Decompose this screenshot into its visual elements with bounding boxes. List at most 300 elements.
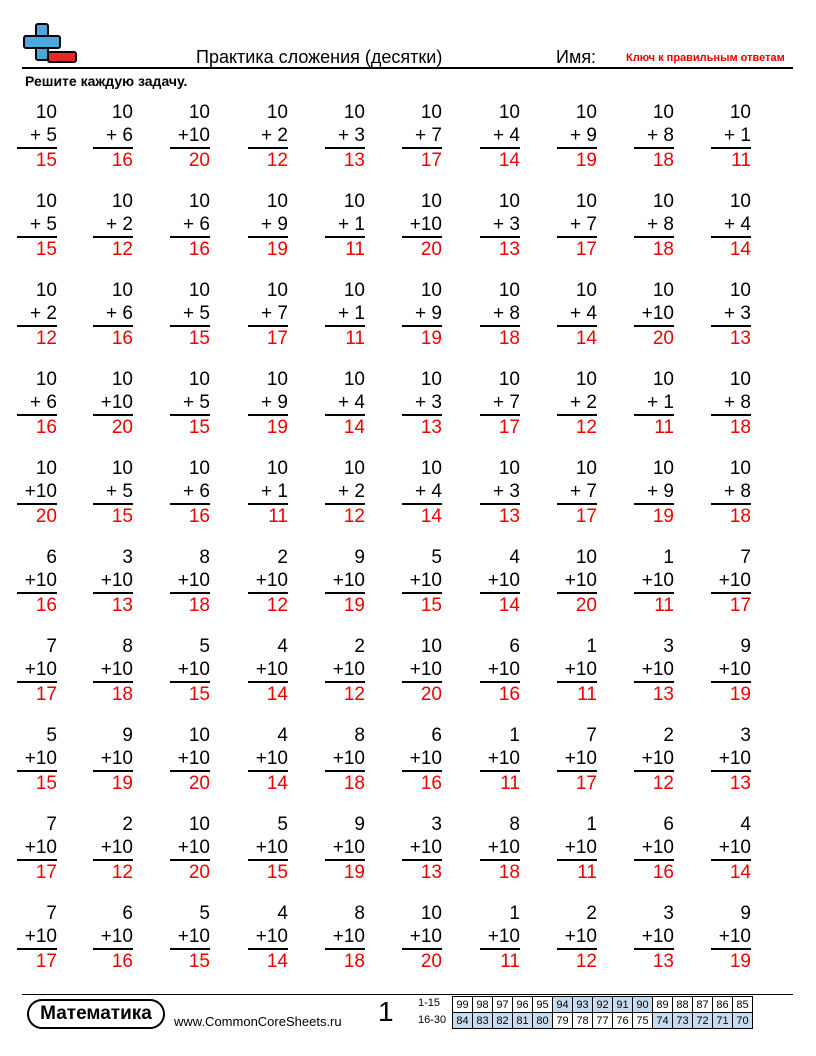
score-cell: 88	[673, 997, 693, 1013]
problem	[557, 902, 597, 973]
score-row	[453, 997, 753, 1013]
problem	[93, 813, 133, 884]
addend-top: 10	[35, 369, 57, 390]
addend-bottom: +10	[24, 659, 57, 680]
addend-top: 10	[420, 191, 442, 212]
addend-bottom: + 4	[338, 392, 365, 413]
instructions: Решите каждую задачу.	[25, 73, 188, 89]
problem	[93, 902, 133, 973]
addend-bottom: + 8	[647, 125, 674, 146]
problem	[557, 724, 597, 795]
answer: 15	[188, 683, 210, 705]
problem	[634, 101, 674, 172]
addend-bottom: + 4	[415, 481, 442, 502]
score-cell: 80	[533, 1013, 553, 1029]
addend-top: 5	[199, 636, 210, 657]
problem	[557, 368, 597, 439]
addend-bottom: +10	[641, 926, 674, 947]
problem	[711, 724, 751, 795]
addend-top: 1	[509, 903, 520, 924]
addend-top: 10	[343, 191, 365, 212]
addend-top: 8	[354, 725, 365, 746]
answer: 18	[111, 683, 133, 705]
addend-top: 10	[35, 280, 57, 301]
addend-top: 10	[652, 458, 674, 479]
problem	[248, 546, 288, 617]
answer: 12	[343, 683, 365, 705]
addend-top: 10	[729, 191, 751, 212]
addend-top: 4	[277, 903, 288, 924]
addend-bottom: + 1	[338, 214, 365, 235]
brand-badge: Математика	[27, 999, 165, 1029]
addend-top: 2	[277, 547, 288, 568]
addend-bottom: +10	[487, 570, 520, 591]
page-number: 1	[378, 996, 394, 1027]
problem	[402, 368, 442, 439]
problem	[634, 368, 674, 439]
answer: 11	[500, 772, 520, 794]
score-cell: 73	[673, 1013, 693, 1029]
answer: 16	[420, 772, 442, 794]
answer: 16	[188, 505, 210, 527]
addend-top: 4	[277, 636, 288, 657]
addend-top: 10	[188, 814, 210, 835]
answer: 11	[268, 505, 288, 527]
addend-bottom: +10	[332, 748, 365, 769]
problem	[17, 457, 57, 528]
answer: 19	[111, 772, 133, 794]
addend-bottom: + 8	[493, 303, 520, 324]
addend-top: 10	[266, 191, 288, 212]
addend-bottom: + 3	[493, 214, 520, 235]
addend-top: 10	[729, 280, 751, 301]
addend-top: 10	[111, 369, 133, 390]
problem	[557, 101, 597, 172]
answer: 17	[35, 950, 57, 972]
score-cell: 75	[633, 1013, 653, 1029]
addend-top: 10	[575, 547, 597, 568]
problem	[248, 101, 288, 172]
answer: 19	[266, 238, 288, 260]
addend-bottom: + 3	[338, 125, 365, 146]
addend-bottom: +10	[718, 748, 751, 769]
answer: 19	[343, 861, 365, 883]
answer: 18	[652, 149, 674, 171]
problem	[480, 546, 520, 617]
addend-top: 8	[199, 547, 210, 568]
answer: 15	[35, 772, 57, 794]
score-cell: 89	[653, 997, 673, 1013]
problem	[93, 101, 133, 172]
answer: 11	[345, 238, 365, 260]
addend-top: 4	[740, 814, 751, 835]
answer: 13	[729, 772, 751, 794]
answer: 11	[731, 149, 751, 171]
addend-bottom: +10	[255, 926, 288, 947]
problem	[248, 724, 288, 795]
answer: 19	[729, 950, 751, 972]
problem	[170, 724, 210, 795]
answer: 14	[343, 416, 365, 438]
answer: 13	[111, 594, 133, 616]
problem	[325, 546, 365, 617]
addend-top: 9	[354, 547, 365, 568]
addend-top: 6	[46, 547, 57, 568]
problem	[248, 902, 288, 973]
answer: 16	[111, 327, 133, 349]
answer: 12	[111, 238, 133, 260]
addend-bottom: +10	[564, 570, 597, 591]
addend-bottom: +10	[641, 837, 674, 858]
problem	[711, 813, 751, 884]
answer: 20	[35, 505, 57, 527]
problem	[93, 457, 133, 528]
addend-bottom: +10	[177, 837, 210, 858]
addend-top: 7	[46, 814, 57, 835]
score-cell: 84	[453, 1013, 473, 1029]
addend-top: 10	[266, 280, 288, 301]
problem	[170, 457, 210, 528]
problem	[480, 190, 520, 261]
addend-top: 5	[277, 814, 288, 835]
addend-top: 10	[575, 458, 597, 479]
answer: 18	[343, 950, 365, 972]
problem	[402, 724, 442, 795]
addend-top: 10	[111, 191, 133, 212]
addend-bottom: + 9	[261, 214, 288, 235]
addend-bottom: +10	[718, 659, 751, 680]
score-cell: 96	[513, 997, 533, 1013]
answer: 19	[420, 327, 442, 349]
problem	[711, 546, 751, 617]
answer: 12	[343, 505, 365, 527]
addend-bottom: + 5	[183, 303, 210, 324]
addend-top: 6	[509, 636, 520, 657]
addend-top: 10	[188, 725, 210, 746]
problem	[325, 279, 365, 350]
score-cell: 72	[693, 1013, 713, 1029]
addend-top: 10	[420, 636, 442, 657]
addend-top: 5	[431, 547, 442, 568]
problem	[634, 546, 674, 617]
answer: 11	[654, 594, 674, 616]
score-cell: 94	[553, 997, 573, 1013]
problem	[557, 190, 597, 261]
answer: 14	[266, 772, 288, 794]
addend-top: 7	[46, 903, 57, 924]
addend-bottom: + 3	[493, 481, 520, 502]
addend-bottom: +10	[641, 570, 674, 591]
problem	[325, 813, 365, 884]
problem	[634, 813, 674, 884]
name-label: Имя:	[556, 47, 597, 67]
answer: 16	[111, 149, 133, 171]
answer: 17	[575, 772, 597, 794]
problem	[170, 813, 210, 884]
answer-key-label: Ключ к правильным ответам	[626, 52, 785, 64]
problem	[557, 457, 597, 528]
addend-bottom: + 6	[106, 125, 133, 146]
addend-bottom: + 6	[183, 214, 210, 235]
addend-bottom: +10	[718, 837, 751, 858]
answer: 20	[188, 149, 210, 171]
addend-bottom: +10	[255, 748, 288, 769]
problem	[325, 902, 365, 973]
answer: 15	[188, 416, 210, 438]
problem	[17, 724, 57, 795]
answer: 13	[343, 149, 365, 171]
problem	[248, 368, 288, 439]
problem	[480, 902, 520, 973]
addend-bottom: + 7	[261, 303, 288, 324]
addend-bottom: + 3	[415, 392, 442, 413]
answer: 14	[729, 861, 751, 883]
problem	[402, 902, 442, 973]
problem	[325, 635, 365, 706]
problem	[711, 279, 751, 350]
addend-bottom: +10	[177, 748, 210, 769]
answer: 16	[652, 861, 674, 883]
addend-bottom: +10	[332, 659, 365, 680]
answer: 17	[266, 327, 288, 349]
addend-top: 10	[498, 458, 520, 479]
score-cell: 90	[633, 997, 653, 1013]
answer: 19	[729, 683, 751, 705]
problem	[711, 457, 751, 528]
addend-top: 10	[575, 191, 597, 212]
addend-bottom: +10	[24, 481, 57, 502]
problem	[17, 368, 57, 439]
answer: 11	[577, 683, 597, 705]
addend-bottom: +10	[24, 570, 57, 591]
addend-bottom: + 6	[183, 481, 210, 502]
addend-top: 2	[122, 814, 133, 835]
answer: 14	[266, 683, 288, 705]
site-url: www.CommonCoreSheets.ru	[174, 1014, 342, 1029]
problem	[93, 368, 133, 439]
answer: 12	[575, 416, 597, 438]
answer: 19	[575, 149, 597, 171]
addend-top: 10	[111, 280, 133, 301]
addend-bottom: + 1	[338, 303, 365, 324]
addend-bottom: + 5	[30, 214, 57, 235]
answer: 14	[266, 950, 288, 972]
problem	[402, 279, 442, 350]
addend-bottom: + 4	[724, 214, 751, 235]
addend-top: 10	[266, 369, 288, 390]
addend-top: 10	[652, 280, 674, 301]
addend-top: 9	[740, 903, 751, 924]
score-cell: 98	[473, 997, 493, 1013]
addend-top: 10	[652, 102, 674, 123]
addend-top: 10	[188, 280, 210, 301]
answer: 20	[652, 327, 674, 349]
addend-top: 4	[277, 725, 288, 746]
answer: 16	[35, 416, 57, 438]
addend-top: 10	[420, 903, 442, 924]
answer: 12	[266, 149, 288, 171]
problem	[325, 457, 365, 528]
problem	[557, 546, 597, 617]
problem	[634, 190, 674, 261]
addend-bottom: +10	[409, 570, 442, 591]
addend-bottom: +10	[100, 392, 133, 413]
problem	[480, 457, 520, 528]
problem	[170, 368, 210, 439]
problem	[711, 101, 751, 172]
addend-top: 10	[575, 102, 597, 123]
addend-top: 10	[111, 458, 133, 479]
addend-bottom: + 7	[415, 125, 442, 146]
addend-bottom: + 1	[724, 125, 751, 146]
answer: 13	[498, 238, 520, 260]
addend-bottom: +10	[100, 926, 133, 947]
answer: 14	[498, 594, 520, 616]
addend-top: 10	[652, 191, 674, 212]
score-cell: 95	[533, 997, 553, 1013]
problem	[557, 279, 597, 350]
problem	[17, 546, 57, 617]
problem	[170, 635, 210, 706]
addend-bottom: + 9	[261, 392, 288, 413]
addend-bottom: +10	[409, 926, 442, 947]
score-cell: 78	[573, 1013, 593, 1029]
addend-top: 10	[420, 280, 442, 301]
addend-top: 10	[652, 369, 674, 390]
addend-bottom: +10	[332, 837, 365, 858]
answer: 20	[420, 950, 442, 972]
addend-top: 1	[586, 814, 597, 835]
answer: 18	[729, 505, 751, 527]
addend-top: 10	[343, 369, 365, 390]
answer: 12	[266, 594, 288, 616]
addend-bottom: + 9	[415, 303, 442, 324]
problem	[480, 279, 520, 350]
addend-bottom: + 9	[570, 125, 597, 146]
problem	[557, 635, 597, 706]
addend-bottom: +10	[177, 125, 210, 146]
addend-bottom: + 2	[338, 481, 365, 502]
problem	[93, 279, 133, 350]
addend-top: 10	[188, 102, 210, 123]
answer: 16	[188, 238, 210, 260]
addend-top: 6	[663, 814, 674, 835]
score-cell: 97	[493, 997, 513, 1013]
problem	[711, 902, 751, 973]
addend-top: 1	[586, 636, 597, 657]
answer: 18	[498, 861, 520, 883]
addend-bottom: + 9	[647, 481, 674, 502]
addend-bottom: + 8	[724, 481, 751, 502]
addend-top: 1	[663, 547, 674, 568]
addend-top: 10	[420, 458, 442, 479]
addend-bottom: + 3	[724, 303, 751, 324]
addend-top: 9	[740, 636, 751, 657]
answer: 20	[420, 683, 442, 705]
addend-bottom: +10	[24, 748, 57, 769]
score-cell: 74	[653, 1013, 673, 1029]
answer: 19	[652, 505, 674, 527]
problem	[93, 635, 133, 706]
score-cell: 87	[693, 997, 713, 1013]
answer: 11	[577, 861, 597, 883]
addend-bottom: +10	[718, 926, 751, 947]
addend-top: 10	[498, 280, 520, 301]
problem	[480, 813, 520, 884]
answer: 13	[729, 327, 751, 349]
answer: 16	[498, 683, 520, 705]
score-row-label: 16-30	[418, 1014, 447, 1026]
score-cell: 79	[553, 1013, 573, 1029]
addend-bottom: +10	[100, 748, 133, 769]
answer: 17	[575, 238, 597, 260]
addend-top: 10	[729, 458, 751, 479]
problem	[170, 190, 210, 261]
addend-bottom: +10	[100, 659, 133, 680]
addend-top: 10	[498, 191, 520, 212]
answer: 11	[345, 327, 365, 349]
addend-bottom: +10	[487, 748, 520, 769]
answer: 20	[575, 594, 597, 616]
addend-bottom: +10	[487, 659, 520, 680]
addend-top: 10	[35, 191, 57, 212]
problem	[170, 902, 210, 973]
answer: 15	[35, 149, 57, 171]
problem	[248, 813, 288, 884]
addend-top: 10	[343, 280, 365, 301]
problem	[93, 546, 133, 617]
answer: 16	[35, 594, 57, 616]
answer: 13	[652, 683, 674, 705]
addend-top: 2	[586, 903, 597, 924]
addend-bottom: +10	[564, 748, 597, 769]
answer: 15	[188, 327, 210, 349]
problem	[93, 724, 133, 795]
addend-bottom: + 5	[30, 125, 57, 146]
score-cell: 77	[593, 1013, 613, 1029]
addend-bottom: +10	[255, 570, 288, 591]
answer: 19	[266, 416, 288, 438]
problem	[170, 279, 210, 350]
answer: 17	[729, 594, 751, 616]
addend-bottom: + 7	[493, 392, 520, 413]
problem	[634, 279, 674, 350]
problem	[402, 813, 442, 884]
addend-top: 10	[575, 369, 597, 390]
addend-bottom: + 1	[647, 392, 674, 413]
addend-bottom: +10	[409, 837, 442, 858]
answer: 17	[420, 149, 442, 171]
addend-top: 10	[729, 369, 751, 390]
answer: 18	[343, 772, 365, 794]
addend-bottom: +10	[564, 837, 597, 858]
score-cell: 71	[713, 1013, 733, 1029]
answer: 15	[188, 950, 210, 972]
addend-bottom: + 1	[261, 481, 288, 502]
addend-bottom: +10	[177, 570, 210, 591]
footer-divider	[22, 994, 793, 995]
addend-top: 10	[575, 280, 597, 301]
answer: 18	[652, 238, 674, 260]
problem	[402, 101, 442, 172]
addend-top: 3	[663, 903, 674, 924]
problem	[634, 724, 674, 795]
problem	[248, 190, 288, 261]
addend-bottom: + 2	[30, 303, 57, 324]
answer: 13	[420, 861, 442, 883]
addend-bottom: + 2	[106, 214, 133, 235]
problem	[248, 457, 288, 528]
